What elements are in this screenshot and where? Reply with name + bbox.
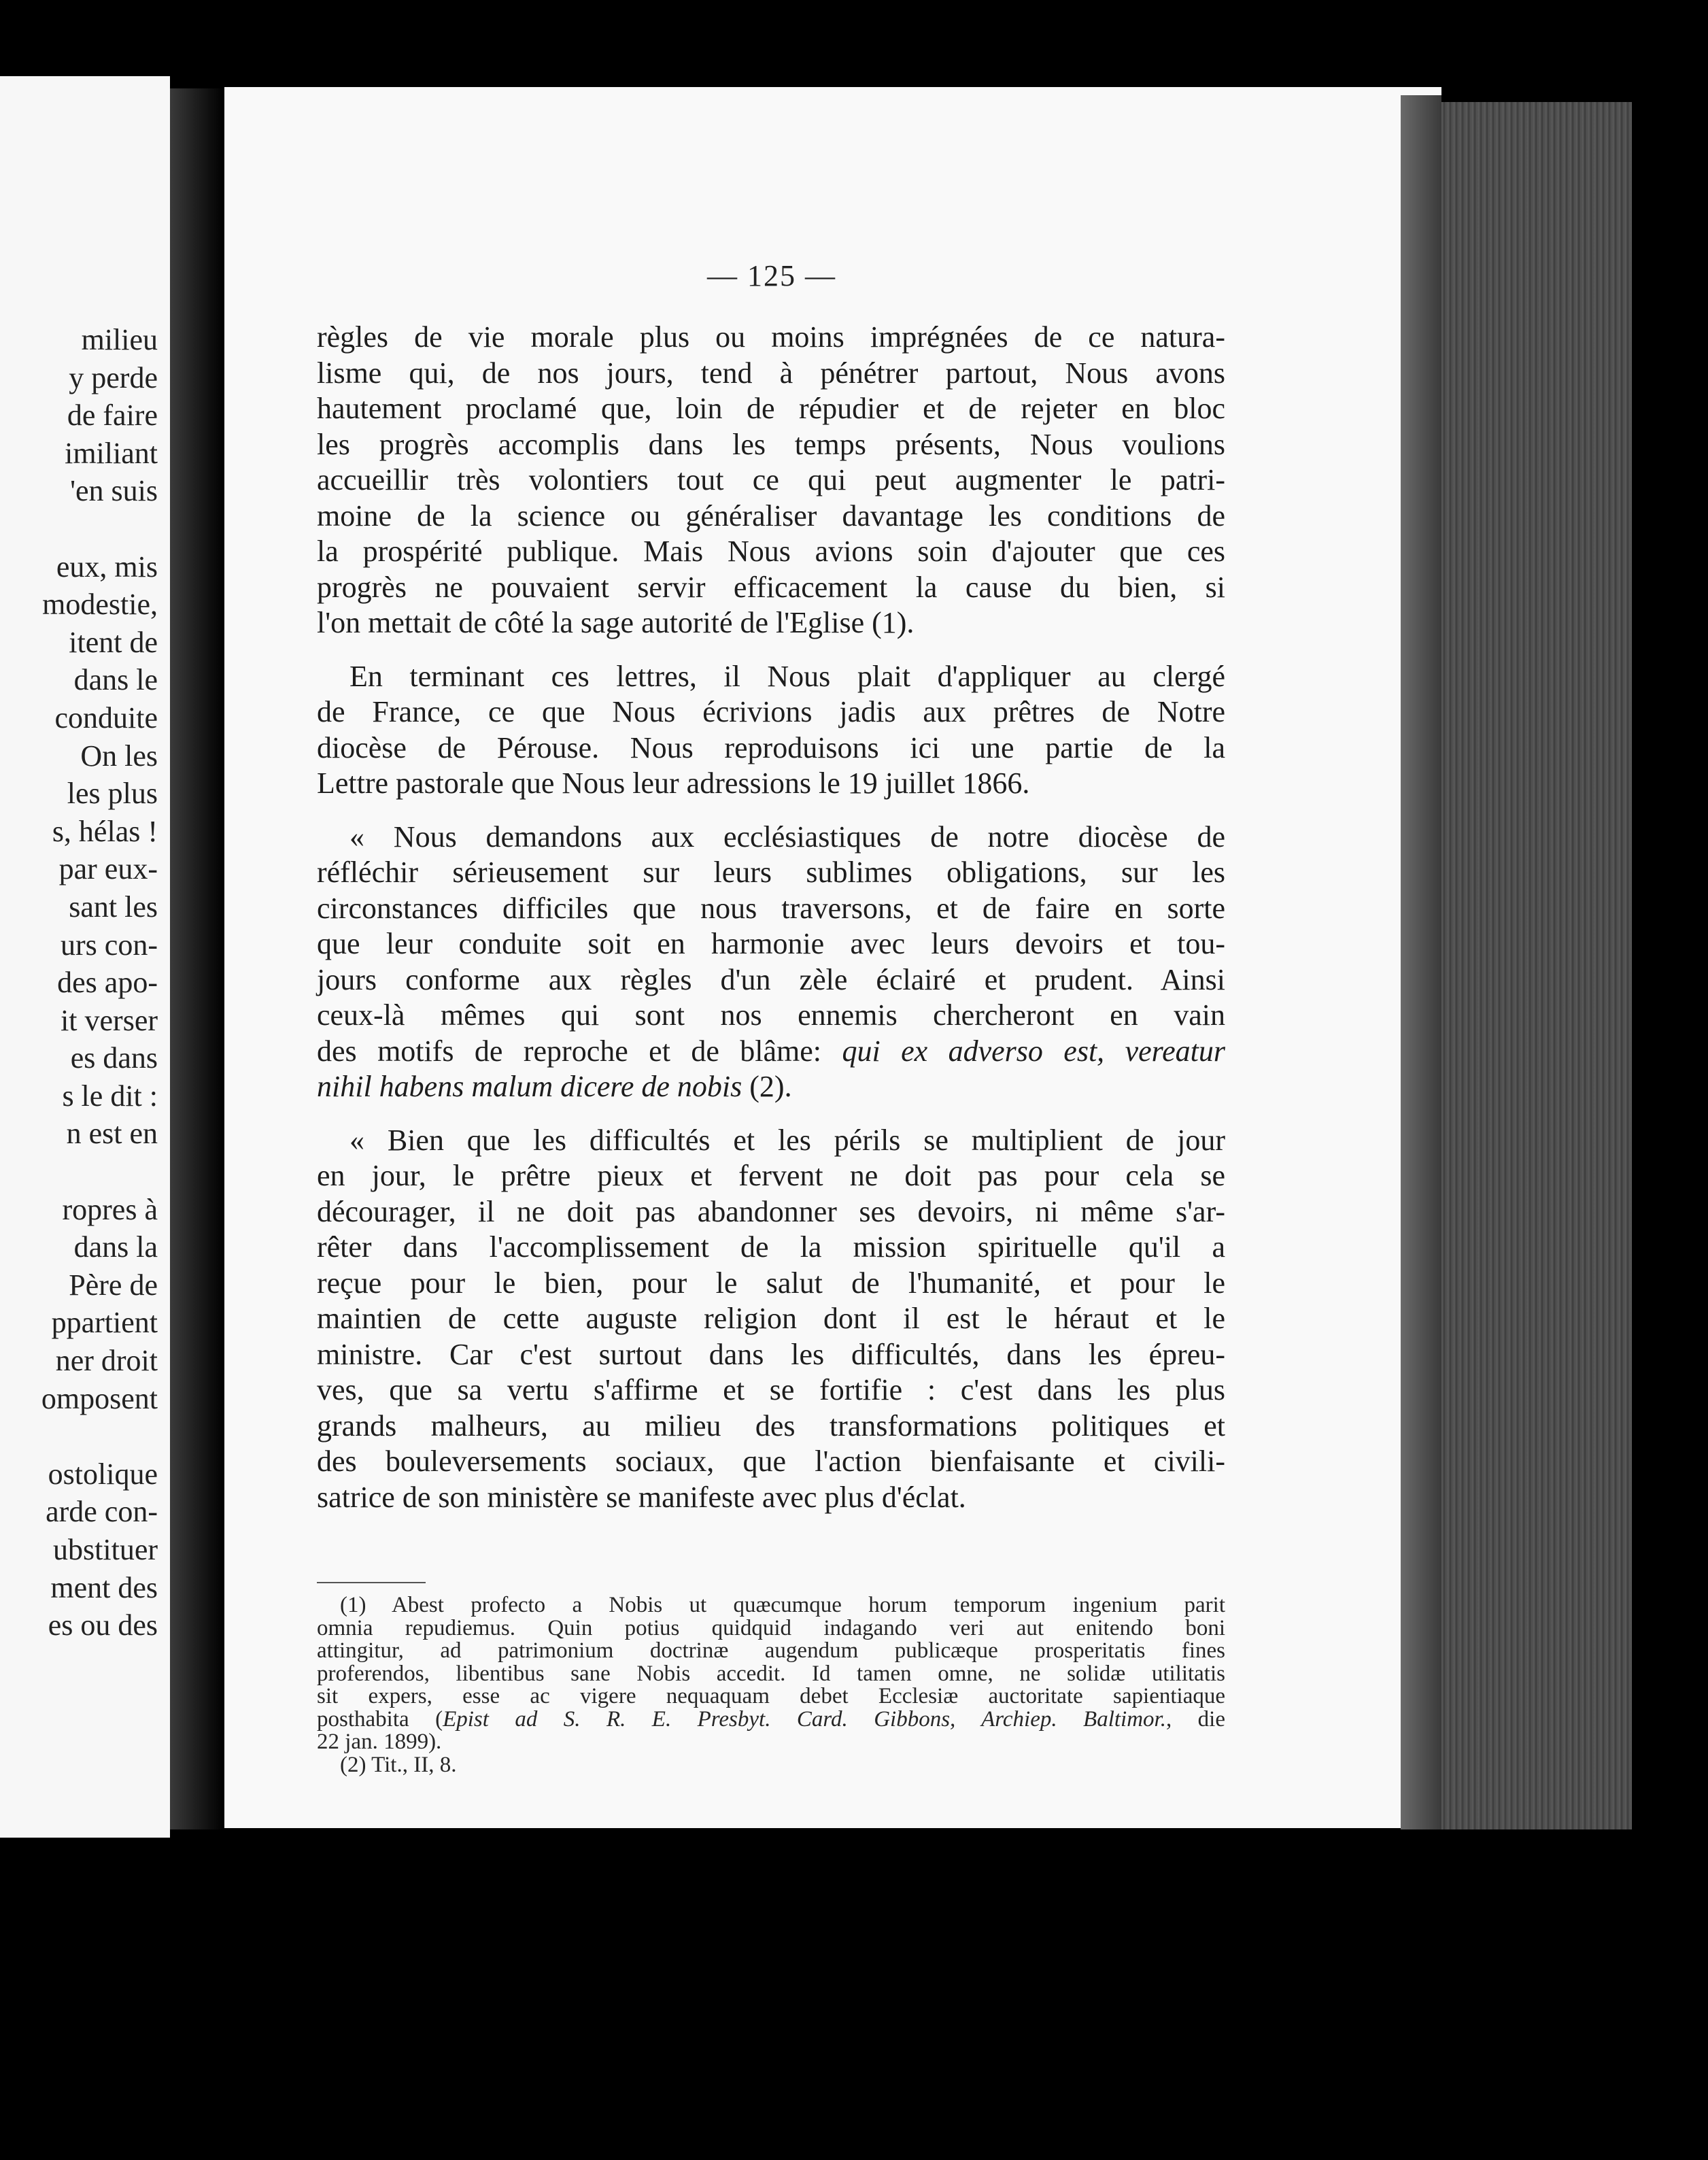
- footnote-line: sit expers, esse ac vigere nequaquam debet Ecclesiæ auctoritate sapientiaque: [317, 1684, 1225, 1708]
- footnote-line: [317, 1708, 1225, 1732]
- left-page-line: dans le: [73, 663, 158, 697]
- text-line: « Nous demandons aux ecclésiastiques de notre diocèse de: [349, 820, 1225, 854]
- left-page-line: [0, 1417, 158, 1455]
- left-page-line: ubstituer: [53, 1533, 158, 1566]
- left-page-line: y perde: [69, 360, 158, 394]
- left-page-line: milieu: [81, 323, 158, 356]
- footnote-line: omnia repudiemus. Quin potius quidquid indagando veri aut enitendo boni: [317, 1615, 1225, 1640]
- text-line: Lettre pastorale que Nous leur adressions le 19 juillet 1866.: [317, 766, 1030, 800]
- text-segment: posthabita (: [317, 1706, 443, 1732]
- text-line: reçue pour le bien, pour le salut de l'humanité, et pour le: [317, 1266, 1225, 1300]
- left-page-line: ner droit: [55, 1344, 158, 1378]
- text-line: satrice de son ministère se manifeste avec plus d'éclat.: [317, 1480, 966, 1514]
- text-line: maintien de cette auguste religion dont il est le héraut et le: [317, 1302, 1225, 1335]
- left-page-line: imiliant: [65, 436, 158, 470]
- text-segment: , die: [1166, 1706, 1225, 1732]
- left-page-line: On les: [80, 739, 158, 773]
- text-line: [317, 1034, 1225, 1070]
- footnote-2: (2) Tit., II, 8.: [340, 1752, 457, 1777]
- page-edges: [1428, 102, 1632, 1829]
- footnotes: [317, 1594, 1225, 1776]
- text-line: moine de la science ou généraliser davantage les conditions de: [317, 499, 1225, 533]
- paragraph: [317, 320, 1225, 641]
- left-page-line: de faire: [67, 399, 158, 433]
- left-page-line: Père de: [69, 1268, 158, 1302]
- text-line: l'on mettait de côté la sage autorité de l'Eglise (1).: [317, 606, 915, 639]
- latin-quote: qui ex adverso est, vereatur: [842, 1034, 1226, 1068]
- footnote-rule: [317, 1582, 426, 1583]
- text-line: réfléchir sérieusement sur leurs sublimes obligations, sur les: [317, 856, 1225, 889]
- left-page-line: eux, mis: [56, 550, 158, 584]
- page-number: — 125 —: [707, 259, 836, 292]
- left-page-line: conduite: [54, 701, 158, 735]
- text-line: lisme qui, de nos jours, tend à pénétrer partout, Nous avons: [317, 356, 1225, 390]
- left-page-line: itent de: [69, 625, 158, 659]
- text-line: la prospérité publique. Mais Nous avions soin d'ajouter que ces: [317, 535, 1225, 568]
- left-page-line: es dans: [70, 1041, 158, 1075]
- left-page-line: modestie,: [42, 588, 158, 622]
- text-line: circonstances difficiles que nous traversons, et de faire en sorte: [317, 891, 1225, 925]
- left-page-line: arde con-: [46, 1495, 158, 1529]
- footnote-line: attingitur, ad patrimonium doctrinæ augendum publicæque prosperitatis fines: [317, 1638, 1225, 1663]
- text-line: ceux-là mêmes qui sont nos ennemis chercheront en vain: [317, 998, 1225, 1032]
- text-line: hautement proclamé que, loin de répudier et de rejeter en bloc: [317, 392, 1225, 425]
- left-page-line: it verser: [61, 1003, 158, 1037]
- left-page-line: des apo-: [57, 966, 158, 1000]
- left-page-line: ropres à: [62, 1192, 158, 1226]
- left-page-line: dans la: [73, 1230, 158, 1264]
- page-edge-shadow: [1401, 95, 1441, 1829]
- left-page-line: omposent: [41, 1381, 158, 1415]
- text-line: de France, ce que Nous écrivions jadis aux prêtres de Notre: [317, 695, 1225, 728]
- left-facing-page: [0, 76, 170, 1838]
- text-line: que leur conduite soit en harmonie avec leurs devoirs et tou-: [317, 927, 1225, 960]
- text-line: diocèse de Pérouse. Nous reproduisons ici une partie de la: [317, 730, 1225, 764]
- left-page-line: 'en suis: [70, 474, 158, 508]
- text-line: « Bien que les difficultés et les périls se multiplient de jour: [349, 1123, 1225, 1157]
- text-line: rêter dans l'accomplissement de la mission spirituelle qu'il a: [317, 1230, 1225, 1264]
- text-line: En terminant ces lettres, il Nous plait d'appliquer au clergé: [349, 659, 1225, 693]
- footnote-ref: (2).: [742, 1070, 792, 1103]
- left-page-line: s, hélas !: [52, 814, 158, 848]
- text-line: les progrès accomplis dans les temps présents, Nous voulions: [317, 427, 1225, 461]
- left-page-line: [0, 1153, 158, 1191]
- body-text: [317, 320, 1225, 1533]
- paragraph: [317, 820, 1225, 1105]
- text-line: ves, que sa vertu s'affirme et se fortifie : c'est dans les plus: [317, 1373, 1225, 1406]
- left-page-line: sant les: [69, 890, 158, 924]
- book-gutter: [170, 88, 224, 1829]
- left-page-line: urs con-: [61, 928, 158, 962]
- text-line: règles de vie morale plus ou moins imprégnées de ce natura-: [317, 320, 1225, 354]
- text-line: décourager, il ne doit pas abandonner ses devoirs, ni même s'ar-: [317, 1194, 1225, 1228]
- footnote-line: (1) Abest profecto a Nobis ut quæcumque horum temporum ingenium parit: [340, 1593, 1225, 1617]
- text-line: en jour, le prêtre pieux et fervent ne doit pas pour cela se: [317, 1159, 1225, 1192]
- left-page-line: les plus: [67, 777, 158, 811]
- footnote-line: proferendos, libentibus sane Nobis accedit. Id tamen omne, ne solidæ utilitatis: [317, 1661, 1225, 1686]
- left-page-line: ostolique: [48, 1457, 158, 1491]
- left-page-text: [0, 321, 158, 1644]
- text-segment: des motifs de reproche et de blâme:: [317, 1034, 842, 1068]
- text-line: accueillir très volontiers tout ce qui peut augmenter le patri-: [317, 463, 1225, 496]
- citation-title: Epist ad S. R. E. Presbyt. Card. Gibbons, Archiep. Baltimor.: [443, 1706, 1166, 1732]
- latin-quote: nihil habens malum dicere de nobis: [317, 1070, 742, 1103]
- left-page-line: s le dit :: [62, 1079, 158, 1113]
- left-page-line: es ou des: [48, 1608, 158, 1642]
- left-page-line: [0, 510, 158, 548]
- text-line: ministre. Car c'est surtout dans les difficultés, dans les épreu-: [317, 1337, 1225, 1371]
- text-line: grands malheurs, au milieu des transformations politiques et: [317, 1408, 1225, 1442]
- text-line: [317, 1069, 1225, 1105]
- paragraph: [317, 1123, 1225, 1516]
- left-page-line: par eux-: [58, 852, 158, 886]
- text-line: progrès ne pouvaient servir efficacement la cause du bien, si: [317, 570, 1225, 604]
- text-line: jours conforme aux règles d'un zèle éclairé et prudent. Ainsi: [317, 962, 1225, 996]
- text-line: des bouleversements sociaux, que l'action bienfaisante et civili-: [317, 1445, 1225, 1478]
- left-page-line: n est en: [66, 1117, 158, 1151]
- paragraph: [317, 659, 1225, 802]
- left-page-line: ppartient: [51, 1306, 158, 1340]
- left-page-line: ment des: [50, 1570, 158, 1604]
- footnote-line: 22 jan. 1899).: [317, 1729, 442, 1754]
